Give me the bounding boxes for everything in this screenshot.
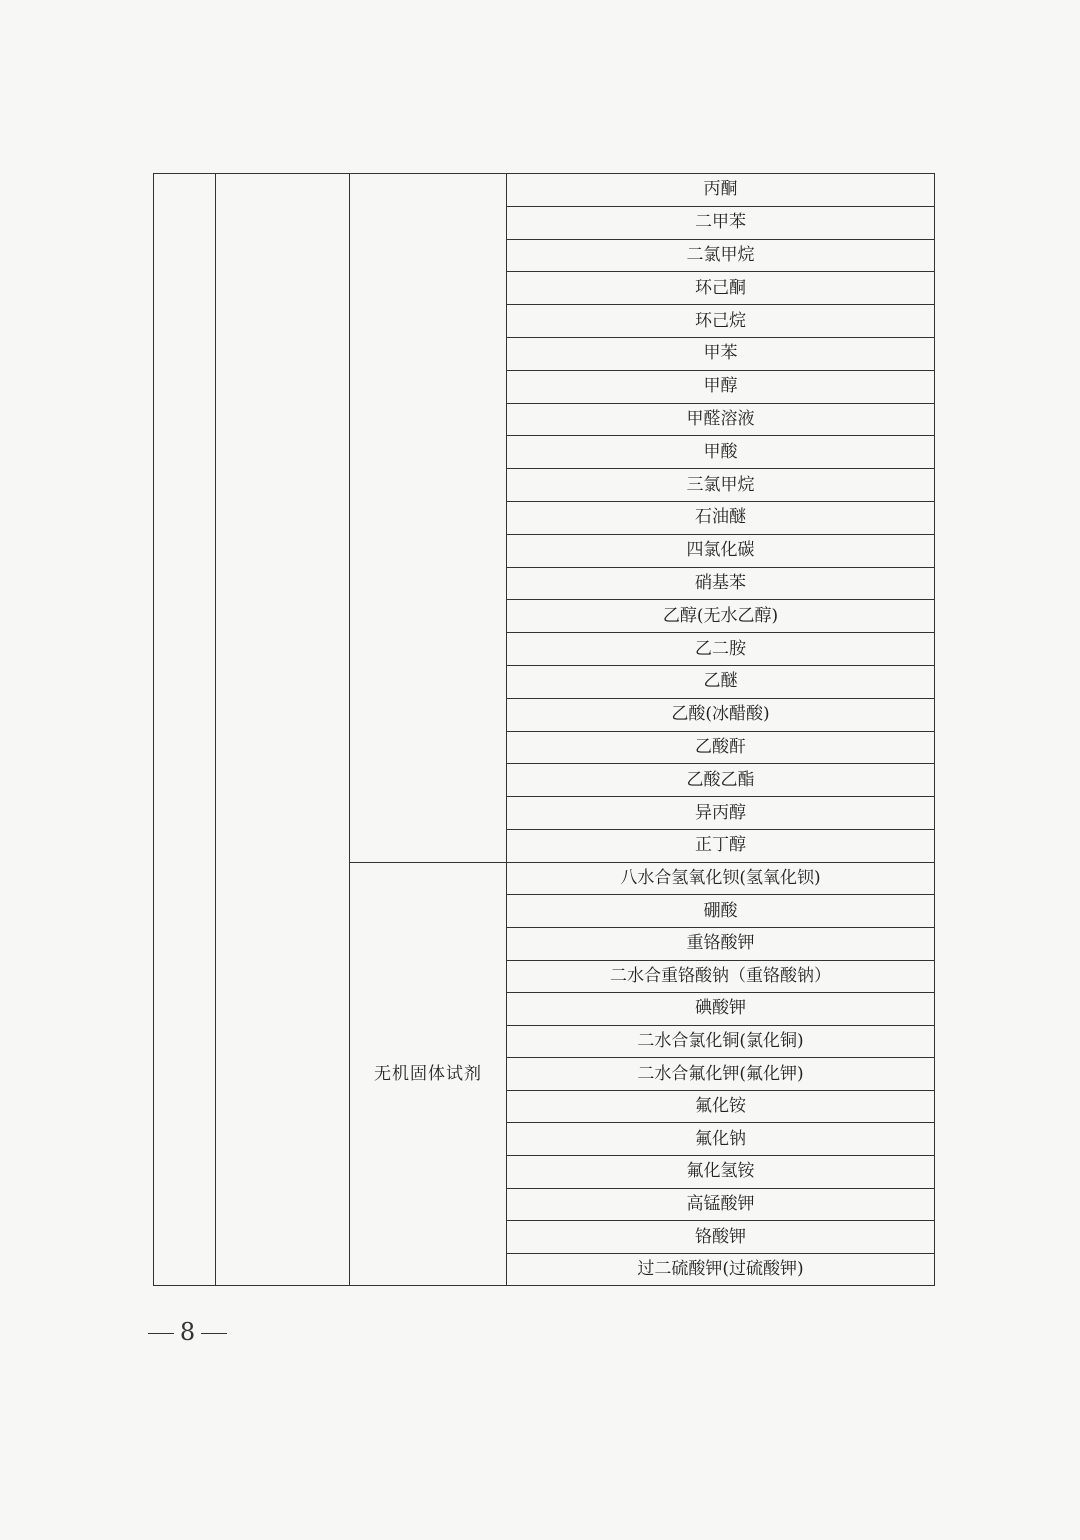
reagent-name-cell: 丙酮 [507, 174, 935, 207]
reagent-name-cell: 甲醇 [507, 370, 935, 403]
table-row [154, 174, 935, 207]
reagent-table-body [154, 174, 935, 1286]
reagent-name-cell: 二水合重铬酸钠（重铬酸钠） [507, 960, 935, 993]
reagent-name-cell: 三氯甲烷 [507, 469, 935, 502]
reagent-name-cell: 乙酸(冰醋酸) [507, 698, 935, 731]
reagent-name-cell: 高锰酸钾 [507, 1188, 935, 1221]
reagent-name-cell: 二水合氟化钾(氟化钾) [507, 1058, 935, 1091]
reagent-name-cell: 甲苯 [507, 337, 935, 370]
reagent-name-cell: 环己烷 [507, 305, 935, 338]
reagent-name-cell: 碘酸钾 [507, 993, 935, 1026]
reagent-name-cell: 正丁醇 [507, 829, 935, 862]
reagent-name-cell: 氟化铵 [507, 1090, 935, 1123]
reagent-name-cell: 硼酸 [507, 895, 935, 928]
reagent-name-cell: 乙酸酐 [507, 731, 935, 764]
reagent-name-cell: 铬酸钾 [507, 1221, 935, 1254]
reagent-name-cell: 二甲苯 [507, 206, 935, 239]
reagent-name-cell: 氟化钠 [507, 1123, 935, 1156]
reagent-name-cell: 石油醚 [507, 501, 935, 534]
reagent-name-cell: 甲酸 [507, 436, 935, 469]
reagent-name-cell: 甲醛溶液 [507, 403, 935, 436]
reagent-name-cell: 乙酸乙酯 [507, 764, 935, 797]
reagent-name-cell: 重铬酸钾 [507, 927, 935, 960]
reagent-name-cell: 过二硫酸钾(过硫酸钾) [507, 1253, 935, 1286]
reagent-name-cell: 乙醇(无水乙醇) [507, 600, 935, 633]
reagent-name-cell: 硝基苯 [507, 567, 935, 600]
group-column-cell [216, 174, 350, 1286]
dash-right [201, 1333, 227, 1335]
dash-left [148, 1333, 174, 1335]
reagent-name-cell: 八水合氢氧化钡(氢氧化钡) [507, 862, 935, 895]
reagent-name-cell: 乙二胺 [507, 633, 935, 666]
index-column-cell [154, 174, 216, 1286]
reagent-name-cell: 四氯化碳 [507, 534, 935, 567]
reagent-name-cell: 环己酮 [507, 272, 935, 305]
category-cell [350, 174, 507, 863]
reagent-name-cell: 二水合氯化铜(氯化铜) [507, 1025, 935, 1058]
reagent-table [153, 173, 935, 1286]
reagent-name-cell: 异丙醇 [507, 797, 935, 830]
page-number [140, 1318, 235, 1346]
category-cell: 无机固体试剂 [350, 862, 507, 1286]
reagent-name-cell: 乙醚 [507, 665, 935, 698]
reagent-name-cell: 氟化氢铵 [507, 1156, 935, 1189]
page-number-text: 8 [179, 1318, 196, 1346]
reagent-name-cell: 二氯甲烷 [507, 239, 935, 272]
